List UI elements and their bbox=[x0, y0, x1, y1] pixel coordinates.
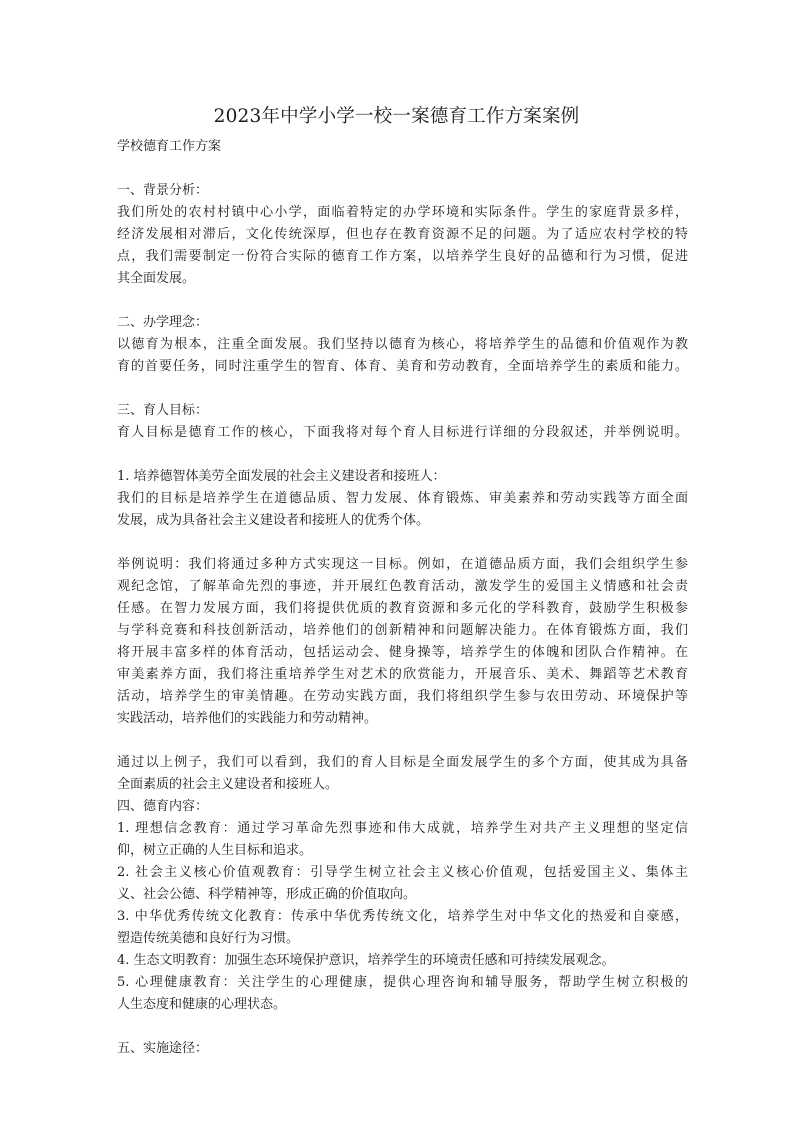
text-line: 仰，树立正确的人生目标和追求。 bbox=[117, 843, 313, 858]
document-title: 2023年中学小学一校一案德育工作方案案例 bbox=[213, 106, 580, 127]
blank-line bbox=[117, 1016, 688, 1038]
text-line: 观纪念馆，了解革命先烈的事迹，并开展红色教育活动，激发学生的爱国主义情感和社会责 bbox=[117, 579, 688, 594]
text-line: 发展，成为具备社会主义建设者和接班人的优秀个体。 bbox=[117, 513, 430, 528]
blank-line bbox=[117, 290, 688, 312]
blank-line bbox=[117, 444, 688, 466]
text-line: 其全面发展。 bbox=[117, 271, 196, 286]
text-line: 育人目标是德育工作的核心，下面我将对每个育人目标进行详细的分段叙述，并举例说明。 bbox=[117, 425, 688, 440]
text-line: 义、社会公德、科学精神等，形成正确的价值取向。 bbox=[117, 887, 417, 902]
text-line: 活动，培养学生的审美情趣。在劳动实践方面，我们将组织学生参与农田劳动、环境保护等 bbox=[117, 689, 688, 704]
text-line: 审美素养方面，我们将注重培养学生对艺术的欣赏能力，开展音乐、美术、舞蹈等艺术教育 bbox=[117, 667, 688, 682]
text-line: 4. 生态文明教育：加强生态环境保护意识，培养学生的环境责任感和可持续发展观念。 bbox=[117, 953, 615, 968]
text-line: 塑造传统美德和良好行为习惯。 bbox=[117, 931, 300, 946]
text-line: 举例说明：我们将通过多种方式实现这一目标。例如，在道德品质方面，我们会组织学生参 bbox=[117, 557, 688, 572]
document-body bbox=[117, 136, 688, 1060]
blank-line bbox=[117, 730, 688, 752]
text-line: 点，我们需要制定一份符合实际的德育工作方案，以培养学生良好的品德和行为习惯，促进 bbox=[117, 249, 688, 264]
text-line: 实践活动，培养他们的实践能力和劳动精神。 bbox=[117, 711, 378, 726]
text-line: 3. 中华优秀传统文化教育：传承中华优秀传统文化，培养学生对中华文化的热爱和自豪感， bbox=[117, 909, 688, 924]
text-line: 与学科竞赛和科技创新活动，培养他们的创新精神和问题解决能力。在体育锻炼方面，我们 bbox=[117, 623, 688, 638]
text-line: 通过以上例子，我们可以看到，我们的育人目标是全面发展学生的多个方面，使其成为具备 bbox=[117, 755, 688, 770]
text-line: 1. 培养德智体美劳全面发展的社会主义建设者和接班人： bbox=[117, 469, 446, 484]
text-line: 任感。在智力发展方面，我们将提供优质的教育资源和多元化的学科教育，鼓励学生积极参 bbox=[117, 601, 688, 616]
blank-line bbox=[117, 378, 688, 400]
text-line: 2. 社会主义核心价值观教育：引导学生树立社会主义核心价值观，包括爱国主义、集体主 bbox=[117, 865, 688, 880]
blank-line bbox=[117, 532, 688, 554]
text-line: 一、背景分析： bbox=[117, 183, 209, 198]
text-line: 三、育人目标： bbox=[117, 403, 209, 418]
text-line: 育的首要任务，同时注重学生的智育、体育、美育和劳动教育，全面培养学生的素质和能力。 bbox=[117, 359, 688, 374]
text-line: 学校德育工作方案 bbox=[117, 139, 222, 154]
text-line: 我们的目标是培养学生在道德品质、智力发展、体育锻炼、审美素养和劳动实践等方面全面 bbox=[117, 491, 688, 506]
text-line: 我们所处的农村村镇中心小学，面临着特定的办学环境和实际条件。学生的家庭背景多样， bbox=[117, 205, 688, 220]
text-line: 五、实施途径： bbox=[117, 1041, 209, 1056]
blank-line bbox=[117, 158, 688, 180]
text-line: 5. 心理健康教育：关注学生的心理健康，提供心理咨询和辅导服务，帮助学生树立积极的 bbox=[117, 975, 688, 990]
text-line: 1. 理想信念教育：通过学习革命先烈事迹和伟大成就，培养学生对共产主义理想的坚定信 bbox=[117, 821, 688, 836]
text-line: 二、办学理念： bbox=[117, 315, 209, 330]
text-line: 经济发展相对滞后，文化传统深厚，但也存在教育资源不足的问题。为了适应农村学校的特 bbox=[117, 227, 688, 242]
text-line: 全面素质的社会主义建设者和接班人。 bbox=[117, 777, 339, 792]
text-line: 人生态度和健康的心理状态。 bbox=[117, 997, 287, 1012]
text-line: 四、德育内容： bbox=[117, 799, 209, 814]
text-line: 以德育为根本，注重全面发展。我们坚持以德育为核心，将培养学生的品德和价值观作为教 bbox=[117, 337, 688, 352]
text-line: 将开展丰富多样的体育活动，包括运动会、健身操等，培养学生的体魄和团队合作精神。在 bbox=[117, 645, 688, 660]
